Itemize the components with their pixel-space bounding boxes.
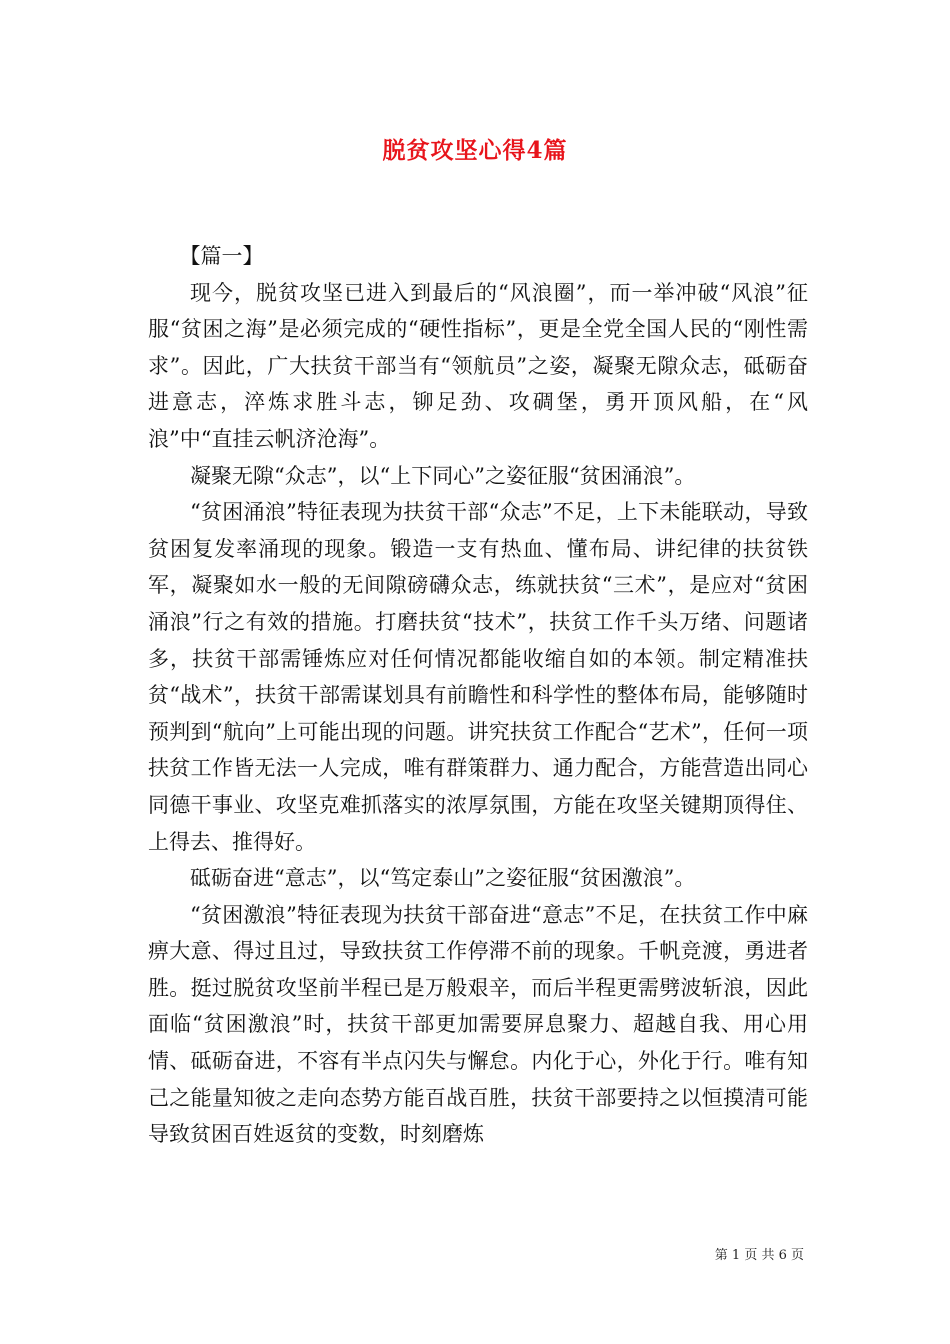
page-number-footer: 第 1 页 共 6 页	[714, 1248, 804, 1263]
document-body	[148, 238, 808, 1153]
paragraph: 凝聚无隙“众志”，以“上下同心”之姿征服“贫困涌浪”。	[190, 463, 696, 488]
paragraph: 现今，脱贫攻坚已进入到最后的“风浪圈”，而一举冲破“风浪”征服“贫困之海”是必须完成的“硬性指标”，更是全党全国人民的“刚性需求”。因此，广大扶贫干部当有“领航员”之姿，凝聚无隙众志，砥砺奋进意志，淬炼求胜斗志，铆足劲、攻碉堡，勇开顶风船，在“风浪”中“直挂云帆济沧海”。	[148, 280, 808, 451]
document-title: 脱贫攻坚心得4篇	[382, 137, 568, 164]
section-label: 【篇一】	[179, 244, 264, 268]
paragraph: 砥砺奋进“意志”，以“笃定泰山”之姿征服“贫困激浪”。	[190, 866, 696, 891]
paragraph: “贫困涌浪”特征表现为扶贫干部“众志”不足，上下未能联动，导致贫困复发率涌现的现象。锻造一支有热血、懂布局、讲纪律的扶贫铁军，凝聚如水一般的无间隙磅礴众志，练就扶贫“三术”，是应对“贫困涌浪”行之有效的措施。打磨扶贫“技术”，扶贫工作千头万绪、问题诸多，扶贫干部需锤炼应对任何情况都能收缩自如的本领。制定精准扶贫“战术”，扶贫干部需谋划具有前瞻性和科学性的整体布局，能够随时预判到“航向”上可能出现的问题。讲究扶贫工作配合“艺术”，任何一项扶贫工作皆无法一人完成，唯有群策群力、通力配合，方能营造出同心同德干事业、攻坚克难抓落实的浓厚氛围，方能在攻坚关键期顶得住、上得去、推得好。	[148, 500, 808, 854]
paragraph: “贫困激浪”特征表现为扶贫干部奋进“意志”不足，在扶贫工作中麻痹大意、得过且过，导致扶贫工作停滞不前的现象。千帆竞渡，勇进者胜。挺过脱贫攻坚前半程已是万般艰辛，而后半程更需劈波斩浪，因此面临“贫困激浪”时，扶贫干部更加需要屏息聚力、超越自我、用心用情、砥砺奋进，不容有半点闪失与懈怠。内化于心，外化于行。唯有知己之能量知彼之走向态势方能百战百胜，扶贫干部要持之以恒摸清可能导致贫困百姓返贫的变数，时刻磨炼	[148, 902, 808, 1147]
